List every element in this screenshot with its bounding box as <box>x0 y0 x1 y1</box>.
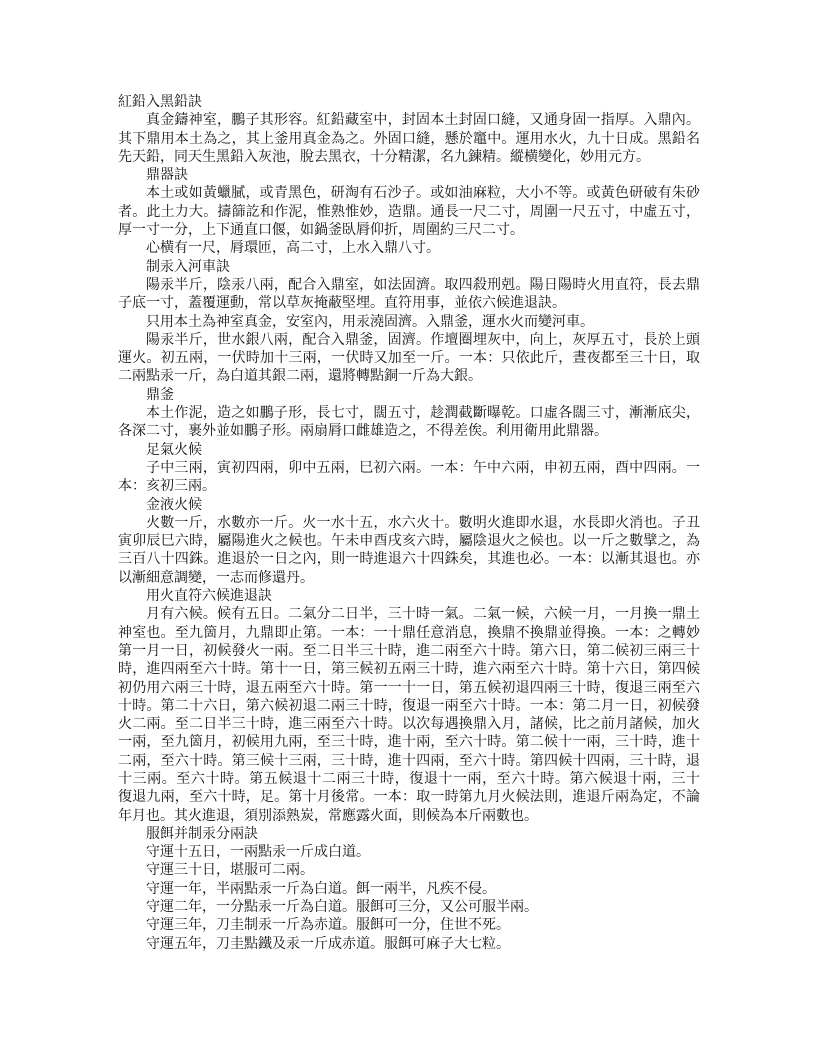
text-line: 真金鑄神室，鵬子其形容。紅鉛藏室中，封固本土封固口縫，又通身固一指厚。入鼎內。 <box>146 112 700 129</box>
text-line: 年月也。其火進退，須別添熟炭，常應露火面，則候為本斤兩數也。 <box>118 807 538 824</box>
text-line: 一兩，至九箇月，初候用九兩，至三十時，進十兩，至六十時。第二候十一兩，三十時，進十 <box>118 734 700 751</box>
text-line: 只用本土為神室真金，安室內，用汞澆固濟。入鼎釜，運水火而變河車。 <box>146 313 594 330</box>
text-line: 運火。初五兩，一伏時加十三兩，一伏時又加至一斤。一本：只依此斤，晝夜都至三十日，取 <box>118 350 700 367</box>
text-line: 本土或如黃蠟膩，或青黑色，研淘有石沙子。或如油麻粒，大小不等。或黃色研破有朱砂 <box>146 185 700 202</box>
text-line: 先天鉛，同天生黑鉛入灰池，脫去黑衣，十分精潔，名九鍊精。縱横變化，妙用元方。 <box>118 148 650 165</box>
text-line: 守運一年，半兩點汞一斤為白道。餌一兩半，凡疾不侵。 <box>146 880 496 897</box>
text-line: 本土作泥，造之如鵬子形，長七寸，闊五寸，趁潤截斷曝乾。口虛各闊三寸，漸漸底尖， <box>146 405 700 422</box>
text-line: 寅卯辰巳六時，屬陽進火之候也。午未申酉戌亥六時，屬陰退火之候也。以一斤之數擘之，為 <box>118 533 700 550</box>
section-heading: 用火直符六候進退訣 <box>146 588 272 605</box>
text-line: 神室也。至九箇月，九鼎即止第。一本：一十鼎任意消息，換鼎不換鼎並得換。一本：之轉妙 <box>118 624 700 641</box>
text-line: 厚一寸一分，上下通直口偃，如鍋釜臥脣仰折，周圍約三尺二寸。 <box>118 222 524 239</box>
section-heading: 鼎器訣 <box>146 167 188 184</box>
text-line: 復退九兩，至六十時，足。第十月後常。一本：取一時第九月火候法則，進退斤兩為定，不論 <box>118 789 700 806</box>
document-page <box>118 93 700 953</box>
text-line: 二兩，至六十時。第三候十三兩，三十時，進十四兩，至六十時。第四候十四兩，三十時，退 <box>118 752 700 769</box>
text-line: 者。此土力大。擣篩訖和作泥，惟熟惟妙，造鼎。通長一尺二寸，周圍一尺五寸，中虛五寸， <box>118 203 700 220</box>
text-line: 守運三十日，堪服可二兩。 <box>146 862 314 879</box>
section-heading: 制汞入河車訣 <box>146 258 230 275</box>
text-line: 火二兩。至二日半三十時，進三兩至六十時。以次每遇換鼎入月，諸候，比之前月諸候，加火 <box>118 716 700 733</box>
section-heading: 服餌并制汞分兩訣 <box>146 825 258 842</box>
text-line: 心横有一尺，脣環匝，高二寸，上水入鼎八寸。 <box>146 240 440 257</box>
text-line: 初仍用六兩三十時，退五兩至六十時。第一一十一日，第五候初退四兩三十時，復退三兩至六 <box>118 679 700 696</box>
text-line: 時，進四兩至六十時。第十一日，第三候初五兩三十時，進六兩至六十時。第十六日，第四候 <box>118 661 700 678</box>
section-heading: 金液火候 <box>146 496 202 513</box>
text-line: 其下鼎用本土為之，其上釜用真金為之。外固口縫，懸於竈中。運用水火，九十日成。黑鉛名 <box>118 130 700 147</box>
text-line: 二兩點汞一斤，為白道其銀二兩，還將轉點銅一斤為大銀。 <box>118 368 482 385</box>
text-line: 十時。第二十六日，第六候初退二兩三十時，復退一兩至六十時。一本：第二月一日，初候發 <box>118 697 700 714</box>
text-line: 子底一寸，蓋覆運動，常以草灰掩蔽堅埋。直符用事，並依六候進退訣。 <box>118 295 566 312</box>
section-heading: 鼎釜 <box>146 386 174 403</box>
text-line: 陽汞半斤，世水銀八兩，配合入鼎釜，固濟。作壇圈埋灰中，向上，灰厚五寸，長於上頭 <box>146 331 700 348</box>
text-line: 十三兩。至六十時。第五候退十二兩三十時，復退十一兩，至六十時。第六候退十兩，三十 <box>118 770 700 787</box>
text-line: 守運三年，刀圭制汞一斤為赤道。服餌可一分，住世不死。 <box>146 917 510 934</box>
text-line: 本：亥初三兩。 <box>118 478 216 495</box>
text-line: 守運二年，一分點汞一斤為白道。服餌可三分，又公可服半兩。 <box>146 899 538 916</box>
text-line: 三百八十四銖。進退於一日之內，則一時進退六十四銖矣，其進也必。一本：以漸其退也。亦 <box>118 551 700 568</box>
section-heading: 紅鉛入黑鉛訣 <box>118 94 202 110</box>
text-line: 守運五年，刀圭點鐵及汞一斤成赤道。服餌可麻子大七粒。 <box>146 935 510 952</box>
text-line: 火數一斤，水數亦一斤。火一水十五，水六火十。數明火進即水退，水長即火消也。子丑 <box>146 514 700 531</box>
text-line: 以漸細意調變，一志而修還丹。 <box>118 569 314 586</box>
text-line: 子中三兩，寅初四兩，卯中五兩，巳初六兩。一本：午中六兩，申初五兩，酉中四兩。一 <box>146 459 700 476</box>
text-line: 陽汞半斤，陰汞八兩，配合入鼎室，如法固濟。取四殺刑剋。陽日陽時火用直符，長去鼎 <box>146 276 700 293</box>
text-line: 各深二寸，裹外並如鵬子形。兩扇脣口雌雄造之，不得差俟。利用衛用此鼎器。 <box>118 423 608 440</box>
text-line: 第一月一日，初候發火一兩。至二日半三十時，進二兩至六十時。第六日，第二候初三兩三十 <box>118 642 700 659</box>
section-heading: 足氣火候 <box>146 441 202 458</box>
text-line: 守運十五日，一兩點汞一斤成白道。 <box>146 844 370 861</box>
text-line: 月有六候。候有五日。二氣分二日半，三十時一氣。二氣一候，六候一月，一月換一鼎土 <box>146 606 700 623</box>
